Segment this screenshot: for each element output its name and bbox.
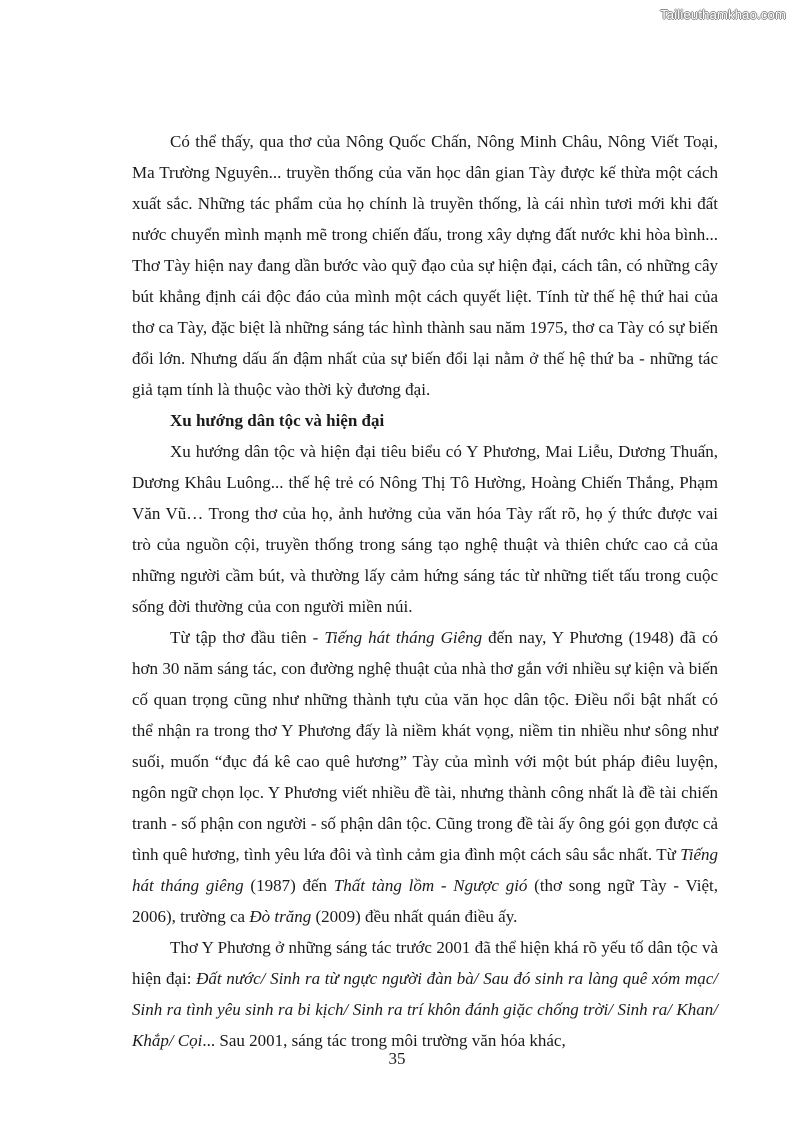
watermark: Tailieuthamkhao.com xyxy=(660,7,786,22)
paragraph-2: Xu hướng dân tộc và hiện đại tiêu biểu có Y Phương, Mai Liễu, Dương Thuấn, Dương Khâu Luông... thế hệ trẻ có Nông Thị Tô Hường, Hoàng Chiến Thắng, Phạm Văn Vũ… Trong thơ của họ, ảnh hưởng của văn hóa Tày rất rõ, họ ý thức được vai trò của nguồn cội, truyền thống trong sáng tạo nghệ thuật và thiên chức cao cả của những người cầm bút, và thường lấy cảm hứng sáng tác từ những tiết tấu trong cuộc sống đời thường của con người miền núi. xyxy=(132,442,718,616)
p3-title-5: Đò trăng xyxy=(249,907,312,926)
p3-text-4: - xyxy=(434,876,454,895)
section-heading: Xu hướng dân tộc và hiện đại xyxy=(170,411,385,430)
p3-title-3: Thất tàng lồm xyxy=(333,876,435,895)
document-body xyxy=(132,126,718,1056)
p4-text-1: Thơ Y Phương ở những sáng tác trước 2001 đã thể hiện khá rõ yếu tố dân tộc và hiện đại: xyxy=(132,938,718,988)
page-number: 35 xyxy=(388,1049,406,1068)
p4-poem-quote: Đất nước/ Sinh ra từ ngực người đàn bà/ Sau đó sinh ra làng quê xóm mạc/ Sinh ra tình yêu sinh ra bi kịch/ Sinh ra trí khôn đánh giặc chống trời/ Sinh ra/ Khan/ Khắp/ Cọi xyxy=(132,969,718,1050)
p3-title-2: Tiếng hát tháng giêng xyxy=(132,845,718,895)
p3-title-1: Tiếng hát tháng Giêng xyxy=(324,628,483,647)
paragraph-3 xyxy=(132,622,718,932)
paragraph-4 xyxy=(132,932,718,1056)
p3-text-3: (1987) đến xyxy=(243,876,334,895)
p3-title-4: Ngược gió xyxy=(453,876,528,895)
paragraph-1: Có thể thấy, qua thơ của Nông Quốc Chấn, Nông Minh Châu, Nông Viết Toại, Ma Trường Nguyên... truyền thống của văn học dân gian Tày được kế thừa một cách xuất sắc. Những tác phẩm của họ chính là truyền thống, là cái nhìn tươi mới khi đất nước chuyển mình mạnh mẽ trong chiến đấu, trong xây dựng đất nước khi hòa bình... Thơ Tày hiện nay đang dần bước vào quỹ đạo của sự hiện đại, cách tân, có những cây bút khẳng định cái độc đáo của mình một cách quyết liệt. Tính từ thế hệ thứ hai của thơ ca Tày, đặc biệt là những sáng tác hình thành sau năm 1975, thơ ca Tày có sự biến đổi lớn. Nhưng dấu ấn đậm nhất của sự biến đổi lại nằm ở thế hệ thứ ba - những tác giả tạm tính là thuộc vào thời kỳ đương đại. xyxy=(132,132,718,399)
p3-text-6: (2009) đều nhất quán điều ấy. xyxy=(311,907,518,926)
p3-text-2: đến nay, Y Phương (1948) đã có hơn 30 năm sáng tác, con đường nghệ thuật của nhà thơ gắn với nhiều sự kiện và biến cố quan trọng cũng như những thành tựu của văn học dân tộc. Điều nổi bật nhất có thể nhận ra trong thơ Y Phương đấy là niềm khát vọng, niềm tin nhiều như sông như suối, muốn “đục đá kê cao quê hương” Tày của mình với một bút pháp điêu luyện, ngôn ngữ chọn lọc. Y Phương viết nhiều đề tài, nhưng thành công nhất là đề tài chiến tranh - số phận con người - số phận dân tộc. Cũng trong đề tài ấy ông gói gọn được cả tình quê hương, tình yêu lứa đôi và tình cảm gia đình một cách sâu sắc nhất. Từ xyxy=(132,628,719,864)
p3-text-5: (thơ song ngữ Tày - Việt, 2006), trường ca xyxy=(132,876,718,926)
p4-text-2: ... Sau 2001, sáng tác trong môi trường văn hóa khác, xyxy=(202,1031,566,1050)
p3-text-1: Từ tập thơ đầu tiên - xyxy=(170,628,325,647)
